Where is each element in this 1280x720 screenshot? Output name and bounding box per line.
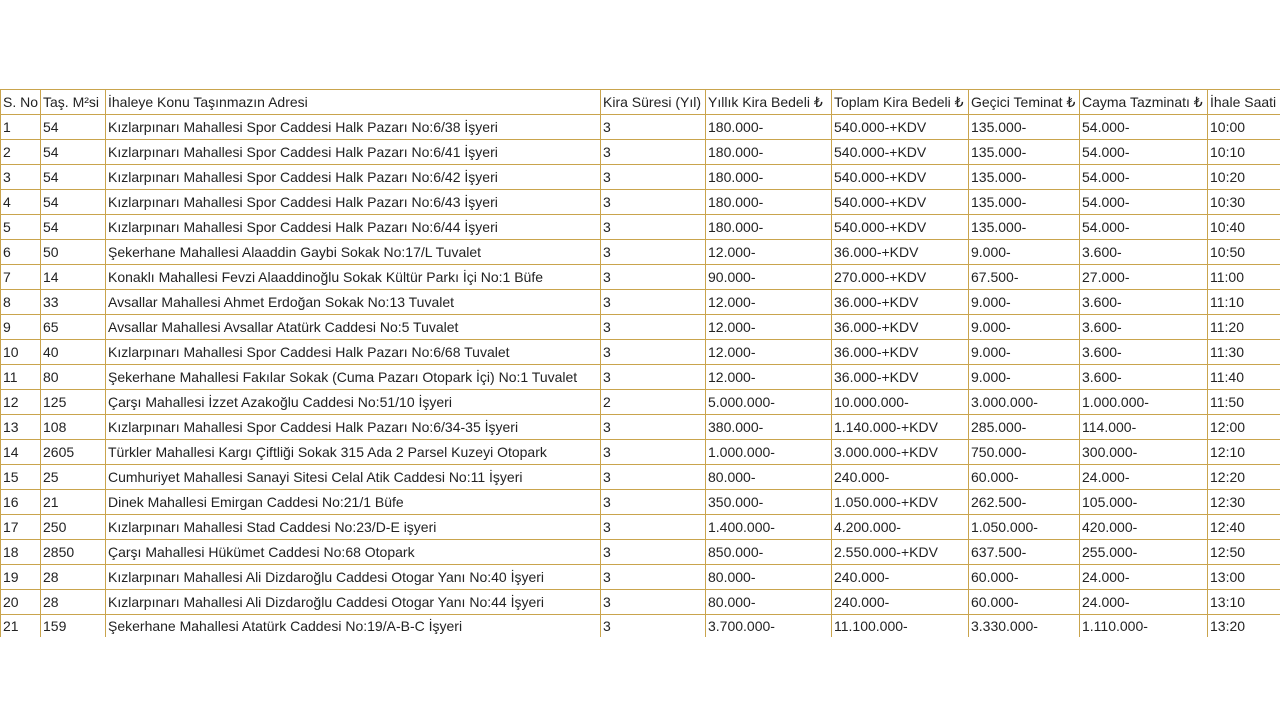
table-header-row: [1, 90, 1280, 115]
cell-cayma-tazminati: 24.000-: [1080, 565, 1208, 590]
cell-ihale-saati: 12:20: [1208, 465, 1280, 490]
cell-kira-suresi: 3: [601, 290, 706, 315]
cell-toplam-kira: 1.050.000-+KDV: [832, 490, 969, 515]
cell-tasinmaz-m2: 54: [41, 215, 106, 240]
cell-tasinmaz-m2: 50: [41, 240, 106, 265]
cell-adres: Kızlarpınarı Mahallesi Spor Caddesi Halk Pazarı No:6/41 İşyeri: [106, 140, 601, 165]
cell-adres: Kızlarpınarı Mahallesi Ali Dizdaroğlu Caddesi Otogar Yanı No:44 İşyeri: [106, 590, 601, 615]
cell-sira-no: 12: [1, 390, 41, 415]
table-body: [1, 115, 1280, 638]
cell-tasinmaz-m2: 54: [41, 190, 106, 215]
cell-kira-suresi: 3: [601, 440, 706, 465]
cell-ihale-saati: 12:50: [1208, 540, 1280, 565]
cell-tasinmaz-m2: 159: [41, 615, 106, 638]
cell-adres: Avsallar Mahallesi Avsallar Atatürk Caddesi No:5 Tuvalet: [106, 315, 601, 340]
cell-kira-suresi: 3: [601, 565, 706, 590]
header-adres: İhaleye Konu Taşınmazın Adresi: [106, 90, 601, 115]
cell-toplam-kira: 36.000-+KDV: [832, 365, 969, 390]
cell-cayma-tazminati: 3.600-: [1080, 290, 1208, 315]
cell-cayma-tazminati: 114.000-: [1080, 415, 1208, 440]
cell-tasinmaz-m2: 125: [41, 390, 106, 415]
cell-tasinmaz-m2: 108: [41, 415, 106, 440]
cell-toplam-kira: 36.000-+KDV: [832, 315, 969, 340]
cell-sira-no: 21: [1, 615, 41, 638]
cell-sira-no: 19: [1, 565, 41, 590]
table-row: [1, 165, 1280, 190]
cell-yillik-kira: 12.000-: [706, 290, 832, 315]
cell-sira-no: 2: [1, 140, 41, 165]
cell-ihale-saati: 10:20: [1208, 165, 1280, 190]
cell-kira-suresi: 3: [601, 315, 706, 340]
cell-ihale-saati: 13:20: [1208, 615, 1280, 638]
cell-yillik-kira: 90.000-: [706, 265, 832, 290]
cell-ihale-saati: 13:10: [1208, 590, 1280, 615]
table-row: [1, 190, 1280, 215]
cell-sira-no: 20: [1, 590, 41, 615]
cell-sira-no: 5: [1, 215, 41, 240]
cell-toplam-kira: 10.000.000-: [832, 390, 969, 415]
cell-tasinmaz-m2: 54: [41, 140, 106, 165]
cell-gecici-teminat: 262.500-: [969, 490, 1080, 515]
cell-kira-suresi: 3: [601, 365, 706, 390]
cell-gecici-teminat: 135.000-: [969, 115, 1080, 140]
cell-gecici-teminat: 60.000-: [969, 565, 1080, 590]
cell-gecici-teminat: 1.050.000-: [969, 515, 1080, 540]
cell-gecici-teminat: 60.000-: [969, 590, 1080, 615]
cell-sira-no: 1: [1, 115, 41, 140]
header-yillik-kira: Yıllık Kira Bedeli ₺: [706, 90, 832, 115]
cell-ihale-saati: 11:30: [1208, 340, 1280, 365]
cell-cayma-tazminati: 255.000-: [1080, 540, 1208, 565]
cell-yillik-kira: 180.000-: [706, 215, 832, 240]
cell-tasinmaz-m2: 54: [41, 115, 106, 140]
cell-toplam-kira: 540.000-+KDV: [832, 140, 969, 165]
cell-gecici-teminat: 9.000-: [969, 290, 1080, 315]
cell-gecici-teminat: 285.000-: [969, 415, 1080, 440]
cell-toplam-kira: 2.550.000-+KDV: [832, 540, 969, 565]
cell-toplam-kira: 270.000-+KDV: [832, 265, 969, 290]
header-sira-no: S. No: [1, 90, 41, 115]
table-row: [1, 115, 1280, 140]
table-row: [1, 465, 1280, 490]
cell-adres: Çarşı Mahallesi Hükümet Caddesi No:68 Otopark: [106, 540, 601, 565]
cell-yillik-kira: 180.000-: [706, 115, 832, 140]
cell-cayma-tazminati: 3.600-: [1080, 365, 1208, 390]
cell-sira-no: 10: [1, 340, 41, 365]
table-row: [1, 440, 1280, 465]
table-row: [1, 265, 1280, 290]
header-toplam-kira: Toplam Kira Bedeli ₺: [832, 90, 969, 115]
cell-adres: Kızlarpınarı Mahallesi Spor Caddesi Halk Pazarı No:6/34-35 İşyeri: [106, 415, 601, 440]
cell-sira-no: 11: [1, 365, 41, 390]
cell-yillik-kira: 12.000-: [706, 365, 832, 390]
table-row: [1, 540, 1280, 565]
cell-gecici-teminat: 9.000-: [969, 340, 1080, 365]
table-row: [1, 615, 1280, 638]
cell-toplam-kira: 240.000-: [832, 590, 969, 615]
cell-adres: Şekerhane Mahallesi Atatürk Caddesi No:19/A-B-C İşyeri: [106, 615, 601, 638]
cell-kira-suresi: 3: [601, 140, 706, 165]
cell-ihale-saati: 10:10: [1208, 140, 1280, 165]
cell-sira-no: 8: [1, 290, 41, 315]
cell-ihale-saati: 10:30: [1208, 190, 1280, 215]
cell-tasinmaz-m2: 28: [41, 590, 106, 615]
cell-toplam-kira: 540.000-+KDV: [832, 215, 969, 240]
cell-ihale-saati: 12:10: [1208, 440, 1280, 465]
cell-gecici-teminat: 750.000-: [969, 440, 1080, 465]
table-row: [1, 290, 1280, 315]
cell-adres: Kızlarpınarı Mahallesi Spor Caddesi Halk Pazarı No:6/44 İşyeri: [106, 215, 601, 240]
cell-toplam-kira: 36.000-+KDV: [832, 290, 969, 315]
table-container: [0, 89, 1280, 637]
cell-adres: Şekerhane Mahallesi Alaaddin Gaybi Sokak No:17/L Tuvalet: [106, 240, 601, 265]
cell-kira-suresi: 3: [601, 115, 706, 140]
cell-tasinmaz-m2: 65: [41, 315, 106, 340]
cell-cayma-tazminati: 24.000-: [1080, 590, 1208, 615]
cell-adres: Şekerhane Mahallesi Fakılar Sokak (Cuma Pazarı Otopark İçi) No:1 Tuvalet: [106, 365, 601, 390]
cell-ihale-saati: 10:00: [1208, 115, 1280, 140]
table-row: [1, 390, 1280, 415]
cell-cayma-tazminati: 1.000.000-: [1080, 390, 1208, 415]
cell-sira-no: 17: [1, 515, 41, 540]
cell-gecici-teminat: 135.000-: [969, 140, 1080, 165]
cell-toplam-kira: 540.000-+KDV: [832, 190, 969, 215]
cell-yillik-kira: 350.000-: [706, 490, 832, 515]
cell-tasinmaz-m2: 2850: [41, 540, 106, 565]
cell-toplam-kira: 11.100.000-: [832, 615, 969, 638]
cell-toplam-kira: 36.000-+KDV: [832, 340, 969, 365]
cell-ihale-saati: 11:20: [1208, 315, 1280, 340]
cell-ihale-saati: 11:40: [1208, 365, 1280, 390]
cell-tasinmaz-m2: 250: [41, 515, 106, 540]
cell-yillik-kira: 1.400.000-: [706, 515, 832, 540]
table-row: [1, 490, 1280, 515]
cell-sira-no: 9: [1, 315, 41, 340]
table-row: [1, 240, 1280, 265]
cell-kira-suresi: 3: [601, 515, 706, 540]
table-row: [1, 590, 1280, 615]
cell-sira-no: 4: [1, 190, 41, 215]
cell-kira-suresi: 3: [601, 240, 706, 265]
cell-ihale-saati: 10:50: [1208, 240, 1280, 265]
cell-gecici-teminat: 60.000-: [969, 465, 1080, 490]
cell-cayma-tazminati: 54.000-: [1080, 115, 1208, 140]
cell-adres: Kızlarpınarı Mahallesi Spor Caddesi Halk Pazarı No:6/38 İşyeri: [106, 115, 601, 140]
cell-tasinmaz-m2: 21: [41, 490, 106, 515]
cell-toplam-kira: 540.000-+KDV: [832, 165, 969, 190]
cell-adres: Avsallar Mahallesi Ahmet Erdoğan Sokak No:13 Tuvalet: [106, 290, 601, 315]
cell-ihale-saati: 11:50: [1208, 390, 1280, 415]
cell-yillik-kira: 12.000-: [706, 315, 832, 340]
cell-tasinmaz-m2: 40: [41, 340, 106, 365]
cell-sira-no: 6: [1, 240, 41, 265]
cell-ihale-saati: 11:00: [1208, 265, 1280, 290]
cell-adres: Kızlarpınarı Mahallesi Stad Caddesi No:23/D-E işyeri: [106, 515, 601, 540]
cell-gecici-teminat: 9.000-: [969, 240, 1080, 265]
cell-toplam-kira: 240.000-: [832, 465, 969, 490]
cell-ihale-saati: 10:40: [1208, 215, 1280, 240]
cell-adres: Kızlarpınarı Mahallesi Ali Dizdaroğlu Caddesi Otogar Yanı No:40 İşyeri: [106, 565, 601, 590]
cell-cayma-tazminati: 420.000-: [1080, 515, 1208, 540]
cell-adres: Kızlarpınarı Mahallesi Spor Caddesi Halk Pazarı No:6/43 İşyeri: [106, 190, 601, 215]
cell-adres: Cumhuriyet Mahallesi Sanayi Sitesi Celal Atik Caddesi No:11 İşyeri: [106, 465, 601, 490]
cell-kira-suresi: 3: [601, 540, 706, 565]
cell-cayma-tazminati: 1.110.000-: [1080, 615, 1208, 638]
cell-tasinmaz-m2: 33: [41, 290, 106, 315]
cell-kira-suresi: 3: [601, 415, 706, 440]
cell-cayma-tazminati: 54.000-: [1080, 140, 1208, 165]
cell-toplam-kira: 36.000-+KDV: [832, 240, 969, 265]
cell-ihale-saati: 11:10: [1208, 290, 1280, 315]
table-row: [1, 415, 1280, 440]
cell-sira-no: 3: [1, 165, 41, 190]
header-kira-suresi: Kira Süresi (Yıl): [601, 90, 706, 115]
cell-yillik-kira: 380.000-: [706, 415, 832, 440]
table-row: [1, 215, 1280, 240]
table-row: [1, 140, 1280, 165]
cell-tasinmaz-m2: 28: [41, 565, 106, 590]
cell-yillik-kira: 3.700.000-: [706, 615, 832, 638]
cell-kira-suresi: 3: [601, 465, 706, 490]
cell-yillik-kira: 80.000-: [706, 465, 832, 490]
cell-kira-suresi: 3: [601, 165, 706, 190]
cell-gecici-teminat: 637.500-: [969, 540, 1080, 565]
cell-adres: Kızlarpınarı Mahallesi Spor Caddesi Halk Pazarı No:6/68 Tuvalet: [106, 340, 601, 365]
cell-yillik-kira: 12.000-: [706, 240, 832, 265]
cell-adres: Konaklı Mahallesi Fevzi Alaaddinoğlu Sokak Kültür Parkı İçi No:1 Büfe: [106, 265, 601, 290]
cell-cayma-tazminati: 3.600-: [1080, 240, 1208, 265]
cell-cayma-tazminati: 105.000-: [1080, 490, 1208, 515]
cell-adres: Türkler Mahallesi Kargı Çiftliği Sokak 315 Ada 2 Parsel Kuzeyi Otopark: [106, 440, 601, 465]
cell-kira-suresi: 3: [601, 340, 706, 365]
cell-cayma-tazminati: 3.600-: [1080, 315, 1208, 340]
cell-gecici-teminat: 135.000-: [969, 190, 1080, 215]
cell-gecici-teminat: 135.000-: [969, 165, 1080, 190]
cell-kira-suresi: 3: [601, 190, 706, 215]
cell-gecici-teminat: 3.330.000-: [969, 615, 1080, 638]
cell-gecici-teminat: 135.000-: [969, 215, 1080, 240]
cell-kira-suresi: 2: [601, 390, 706, 415]
cell-kira-suresi: 3: [601, 215, 706, 240]
table-row: [1, 315, 1280, 340]
tender-table: [0, 89, 1280, 637]
cell-gecici-teminat: 67.500-: [969, 265, 1080, 290]
cell-sira-no: 15: [1, 465, 41, 490]
cell-sira-no: 18: [1, 540, 41, 565]
cell-yillik-kira: 1.000.000-: [706, 440, 832, 465]
cell-toplam-kira: 540.000-+KDV: [832, 115, 969, 140]
cell-tasinmaz-m2: 54: [41, 165, 106, 190]
cell-sira-no: 14: [1, 440, 41, 465]
cell-cayma-tazminati: 54.000-: [1080, 190, 1208, 215]
cell-adres: Kızlarpınarı Mahallesi Spor Caddesi Halk Pazarı No:6/42 İşyeri: [106, 165, 601, 190]
cell-kira-suresi: 3: [601, 590, 706, 615]
cell-ihale-saati: 12:00: [1208, 415, 1280, 440]
table-row: [1, 365, 1280, 390]
cell-ihale-saati: 13:00: [1208, 565, 1280, 590]
cell-yillik-kira: 5.000.000-: [706, 390, 832, 415]
cell-kira-suresi: 3: [601, 490, 706, 515]
cell-tasinmaz-m2: 14: [41, 265, 106, 290]
cell-toplam-kira: 3.000.000-+KDV: [832, 440, 969, 465]
cell-yillik-kira: 180.000-: [706, 190, 832, 215]
table-row: [1, 515, 1280, 540]
cell-cayma-tazminati: 27.000-: [1080, 265, 1208, 290]
cell-adres: Çarşı Mahallesi İzzet Azakoğlu Caddesi No:51/10 İşyeri: [106, 390, 601, 415]
cell-toplam-kira: 1.140.000-+KDV: [832, 415, 969, 440]
cell-gecici-teminat: 9.000-: [969, 315, 1080, 340]
cell-yillik-kira: 180.000-: [706, 140, 832, 165]
cell-tasinmaz-m2: 80: [41, 365, 106, 390]
table-row: [1, 340, 1280, 365]
cell-toplam-kira: 240.000-: [832, 565, 969, 590]
header-gecici-teminat: Geçici Teminat ₺: [969, 90, 1080, 115]
cell-yillik-kira: 80.000-: [706, 590, 832, 615]
cell-tasinmaz-m2: 25: [41, 465, 106, 490]
cell-cayma-tazminati: 300.000-: [1080, 440, 1208, 465]
cell-cayma-tazminati: 54.000-: [1080, 165, 1208, 190]
cell-yillik-kira: 12.000-: [706, 340, 832, 365]
cell-sira-no: 7: [1, 265, 41, 290]
cell-yillik-kira: 180.000-: [706, 165, 832, 190]
cell-yillik-kira: 80.000-: [706, 565, 832, 590]
cell-gecici-teminat: 3.000.000-: [969, 390, 1080, 415]
cell-ihale-saati: 12:30: [1208, 490, 1280, 515]
cell-cayma-tazminati: 54.000-: [1080, 215, 1208, 240]
cell-cayma-tazminati: 3.600-: [1080, 340, 1208, 365]
cell-kira-suresi: 3: [601, 265, 706, 290]
cell-toplam-kira: 4.200.000-: [832, 515, 969, 540]
cell-yillik-kira: 850.000-: [706, 540, 832, 565]
cell-adres: Dinek Mahallesi Emirgan Caddesi No:21/1 Büfe: [106, 490, 601, 515]
cell-sira-no: 13: [1, 415, 41, 440]
cell-sira-no: 16: [1, 490, 41, 515]
cell-kira-suresi: 3: [601, 615, 706, 638]
header-cayma-tazminati: Cayma Tazminatı ₺: [1080, 90, 1208, 115]
table-row: [1, 565, 1280, 590]
header-ihale-saati: İhale Saati: [1208, 90, 1280, 115]
cell-tasinmaz-m2: 2605: [41, 440, 106, 465]
cell-ihale-saati: 12:40: [1208, 515, 1280, 540]
header-tasinmaz-m2: Taş. M²si: [41, 90, 106, 115]
cell-cayma-tazminati: 24.000-: [1080, 465, 1208, 490]
cell-gecici-teminat: 9.000-: [969, 365, 1080, 390]
